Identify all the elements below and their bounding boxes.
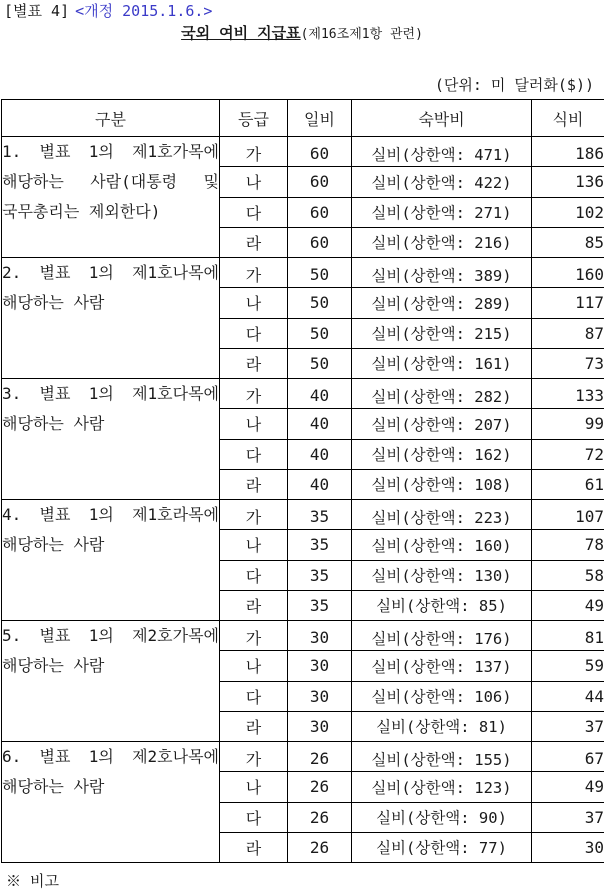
grade-cell: 가 — [220, 137, 288, 167]
daily-allowance-cell: 26 — [288, 802, 352, 832]
lodging-cell: 실비(상한액: 223) — [352, 500, 532, 530]
appendix-header — [4, 0, 212, 21]
meal-cell: 133 — [532, 379, 604, 409]
daily-allowance-cell: 50 — [288, 318, 352, 348]
lodging-cell: 실비(상한액: 106) — [352, 681, 532, 711]
daily-allowance-cell: 26 — [288, 832, 352, 862]
grade-cell: 다 — [220, 681, 288, 711]
meal-cell: 78 — [532, 530, 604, 560]
daily-allowance-cell: 30 — [288, 711, 352, 741]
meal-cell: 85 — [532, 227, 604, 257]
daily-allowance-cell: 35 — [288, 590, 352, 620]
daily-allowance-cell: 50 — [288, 288, 352, 318]
remarks-note: ※ 비고 — [6, 872, 60, 890]
column-header-lodging: 숙박비 — [352, 100, 532, 137]
meal-cell: 160 — [532, 258, 604, 288]
table-row — [2, 137, 604, 167]
grade-cell: 나 — [220, 409, 288, 439]
appendix-label: [별표 4] — [4, 2, 70, 20]
grade-cell: 가 — [220, 621, 288, 651]
lodging-cell: 실비(상한액: 123) — [352, 772, 532, 802]
meal-cell: 37 — [532, 802, 604, 832]
grade-cell: 다 — [220, 560, 288, 590]
lodging-cell: 실비(상한액: 81) — [352, 711, 532, 741]
travel-expense-table — [1, 99, 604, 863]
daily-allowance-cell: 60 — [288, 167, 352, 197]
lodging-cell: 실비(상한액: 271) — [352, 197, 532, 227]
category-cell: 4. 별표 1의 제1호라목에 해당하는 사람 — [2, 500, 220, 621]
grade-cell: 나 — [220, 288, 288, 318]
meal-cell: 61 — [532, 469, 604, 499]
column-header-meal: 식비 — [532, 100, 604, 137]
meal-cell: 49 — [532, 772, 604, 802]
meal-cell: 49 — [532, 590, 604, 620]
table-header-row — [2, 100, 604, 137]
meal-cell: 102 — [532, 197, 604, 227]
daily-allowance-cell: 35 — [288, 530, 352, 560]
meal-cell: 186 — [532, 137, 604, 167]
title-sub: (제16조제1항 관련) — [300, 27, 423, 42]
meal-cell: 44 — [532, 681, 604, 711]
daily-allowance-cell: 40 — [288, 439, 352, 469]
table-row — [2, 621, 604, 651]
grade-cell: 라 — [220, 469, 288, 499]
lodging-cell: 실비(상한액: 155) — [352, 742, 532, 772]
grade-cell: 가 — [220, 258, 288, 288]
grade-cell: 다 — [220, 318, 288, 348]
meal-cell: 117 — [532, 288, 604, 318]
lodging-cell: 실비(상한액: 207) — [352, 409, 532, 439]
lodging-cell: 실비(상한액: 108) — [352, 469, 532, 499]
daily-allowance-cell: 40 — [288, 379, 352, 409]
meal-cell: 30 — [532, 832, 604, 862]
table-row — [2, 379, 604, 409]
lodging-cell: 실비(상한액: 422) — [352, 167, 532, 197]
daily-allowance-cell: 60 — [288, 197, 352, 227]
category-cell: 5. 별표 1의 제2호가목에 해당하는 사람 — [2, 621, 220, 742]
category-cell: 3. 별표 1의 제1호다목에 해당하는 사람 — [2, 379, 220, 500]
meal-cell: 107 — [532, 500, 604, 530]
meal-cell: 58 — [532, 560, 604, 590]
grade-cell: 가 — [220, 379, 288, 409]
table-row — [2, 742, 604, 772]
title-main: 국외 여비 지급표 — [181, 24, 301, 42]
column-header-grade: 등급 — [220, 100, 288, 137]
category-cell: 1. 별표 1의 제1호가목에 해당하는 사람(대통령 및 국무총리는 제외한다) — [2, 137, 220, 258]
daily-allowance-cell: 26 — [288, 772, 352, 802]
daily-allowance-cell: 40 — [288, 469, 352, 499]
meal-cell: 67 — [532, 742, 604, 772]
meal-cell: 37 — [532, 711, 604, 741]
grade-cell: 나 — [220, 167, 288, 197]
lodging-cell: 실비(상한액: 176) — [352, 621, 532, 651]
daily-allowance-cell: 30 — [288, 621, 352, 651]
daily-allowance-cell: 35 — [288, 500, 352, 530]
lodging-cell: 실비(상한액: 130) — [352, 560, 532, 590]
daily-allowance-cell: 26 — [288, 742, 352, 772]
lodging-cell: 실비(상한액: 162) — [352, 439, 532, 469]
grade-cell: 라 — [220, 832, 288, 862]
grade-cell: 나 — [220, 530, 288, 560]
table-body — [2, 137, 604, 863]
grade-cell: 다 — [220, 197, 288, 227]
grade-cell: 라 — [220, 348, 288, 378]
lodging-cell: 실비(상한액: 289) — [352, 288, 532, 318]
column-header-daily: 일비 — [288, 100, 352, 137]
document-title — [0, 22, 604, 43]
grade-cell: 가 — [220, 500, 288, 530]
unit-note: (단위: 미 달러화($)) — [434, 76, 594, 94]
lodging-cell: 실비(상한액: 389) — [352, 258, 532, 288]
daily-allowance-cell: 50 — [288, 348, 352, 378]
meal-cell: 87 — [532, 318, 604, 348]
lodging-cell: 실비(상한액: 90) — [352, 802, 532, 832]
daily-allowance-cell: 30 — [288, 681, 352, 711]
lodging-cell: 실비(상한액: 161) — [352, 348, 532, 378]
category-cell: 6. 별표 1의 제2호나목에 해당하는 사람 — [2, 742, 220, 863]
meal-cell: 99 — [532, 409, 604, 439]
lodging-cell: 실비(상한액: 282) — [352, 379, 532, 409]
table-row — [2, 258, 604, 288]
daily-allowance-cell: 60 — [288, 137, 352, 167]
grade-cell: 가 — [220, 742, 288, 772]
daily-allowance-cell: 50 — [288, 258, 352, 288]
meal-cell: 81 — [532, 621, 604, 651]
meal-cell: 72 — [532, 439, 604, 469]
lodging-cell: 실비(상한액: 216) — [352, 227, 532, 257]
table-row — [2, 500, 604, 530]
grade-cell: 다 — [220, 802, 288, 832]
lodging-cell: 실비(상한액: 471) — [352, 137, 532, 167]
daily-allowance-cell: 35 — [288, 560, 352, 590]
meal-cell: 59 — [532, 651, 604, 681]
meal-cell: 73 — [532, 348, 604, 378]
grade-cell: 다 — [220, 439, 288, 469]
daily-allowance-cell: 60 — [288, 227, 352, 257]
grade-cell: 나 — [220, 651, 288, 681]
lodging-cell: 실비(상한액: 85) — [352, 590, 532, 620]
meal-cell: 136 — [532, 167, 604, 197]
daily-allowance-cell: 40 — [288, 409, 352, 439]
category-cell: 2. 별표 1의 제1호나목에 해당하는 사람 — [2, 258, 220, 379]
daily-allowance-cell: 30 — [288, 651, 352, 681]
grade-cell: 나 — [220, 772, 288, 802]
grade-cell: 라 — [220, 711, 288, 741]
grade-cell: 라 — [220, 227, 288, 257]
lodging-cell: 실비(상한액: 137) — [352, 651, 532, 681]
lodging-cell: 실비(상한액: 77) — [352, 832, 532, 862]
column-header-category: 구분 — [2, 100, 220, 137]
lodging-cell: 실비(상한액: 160) — [352, 530, 532, 560]
amendment-link[interactable]: <개정 2015.1.6.> — [75, 2, 213, 20]
lodging-cell: 실비(상한액: 215) — [352, 318, 532, 348]
grade-cell: 라 — [220, 590, 288, 620]
